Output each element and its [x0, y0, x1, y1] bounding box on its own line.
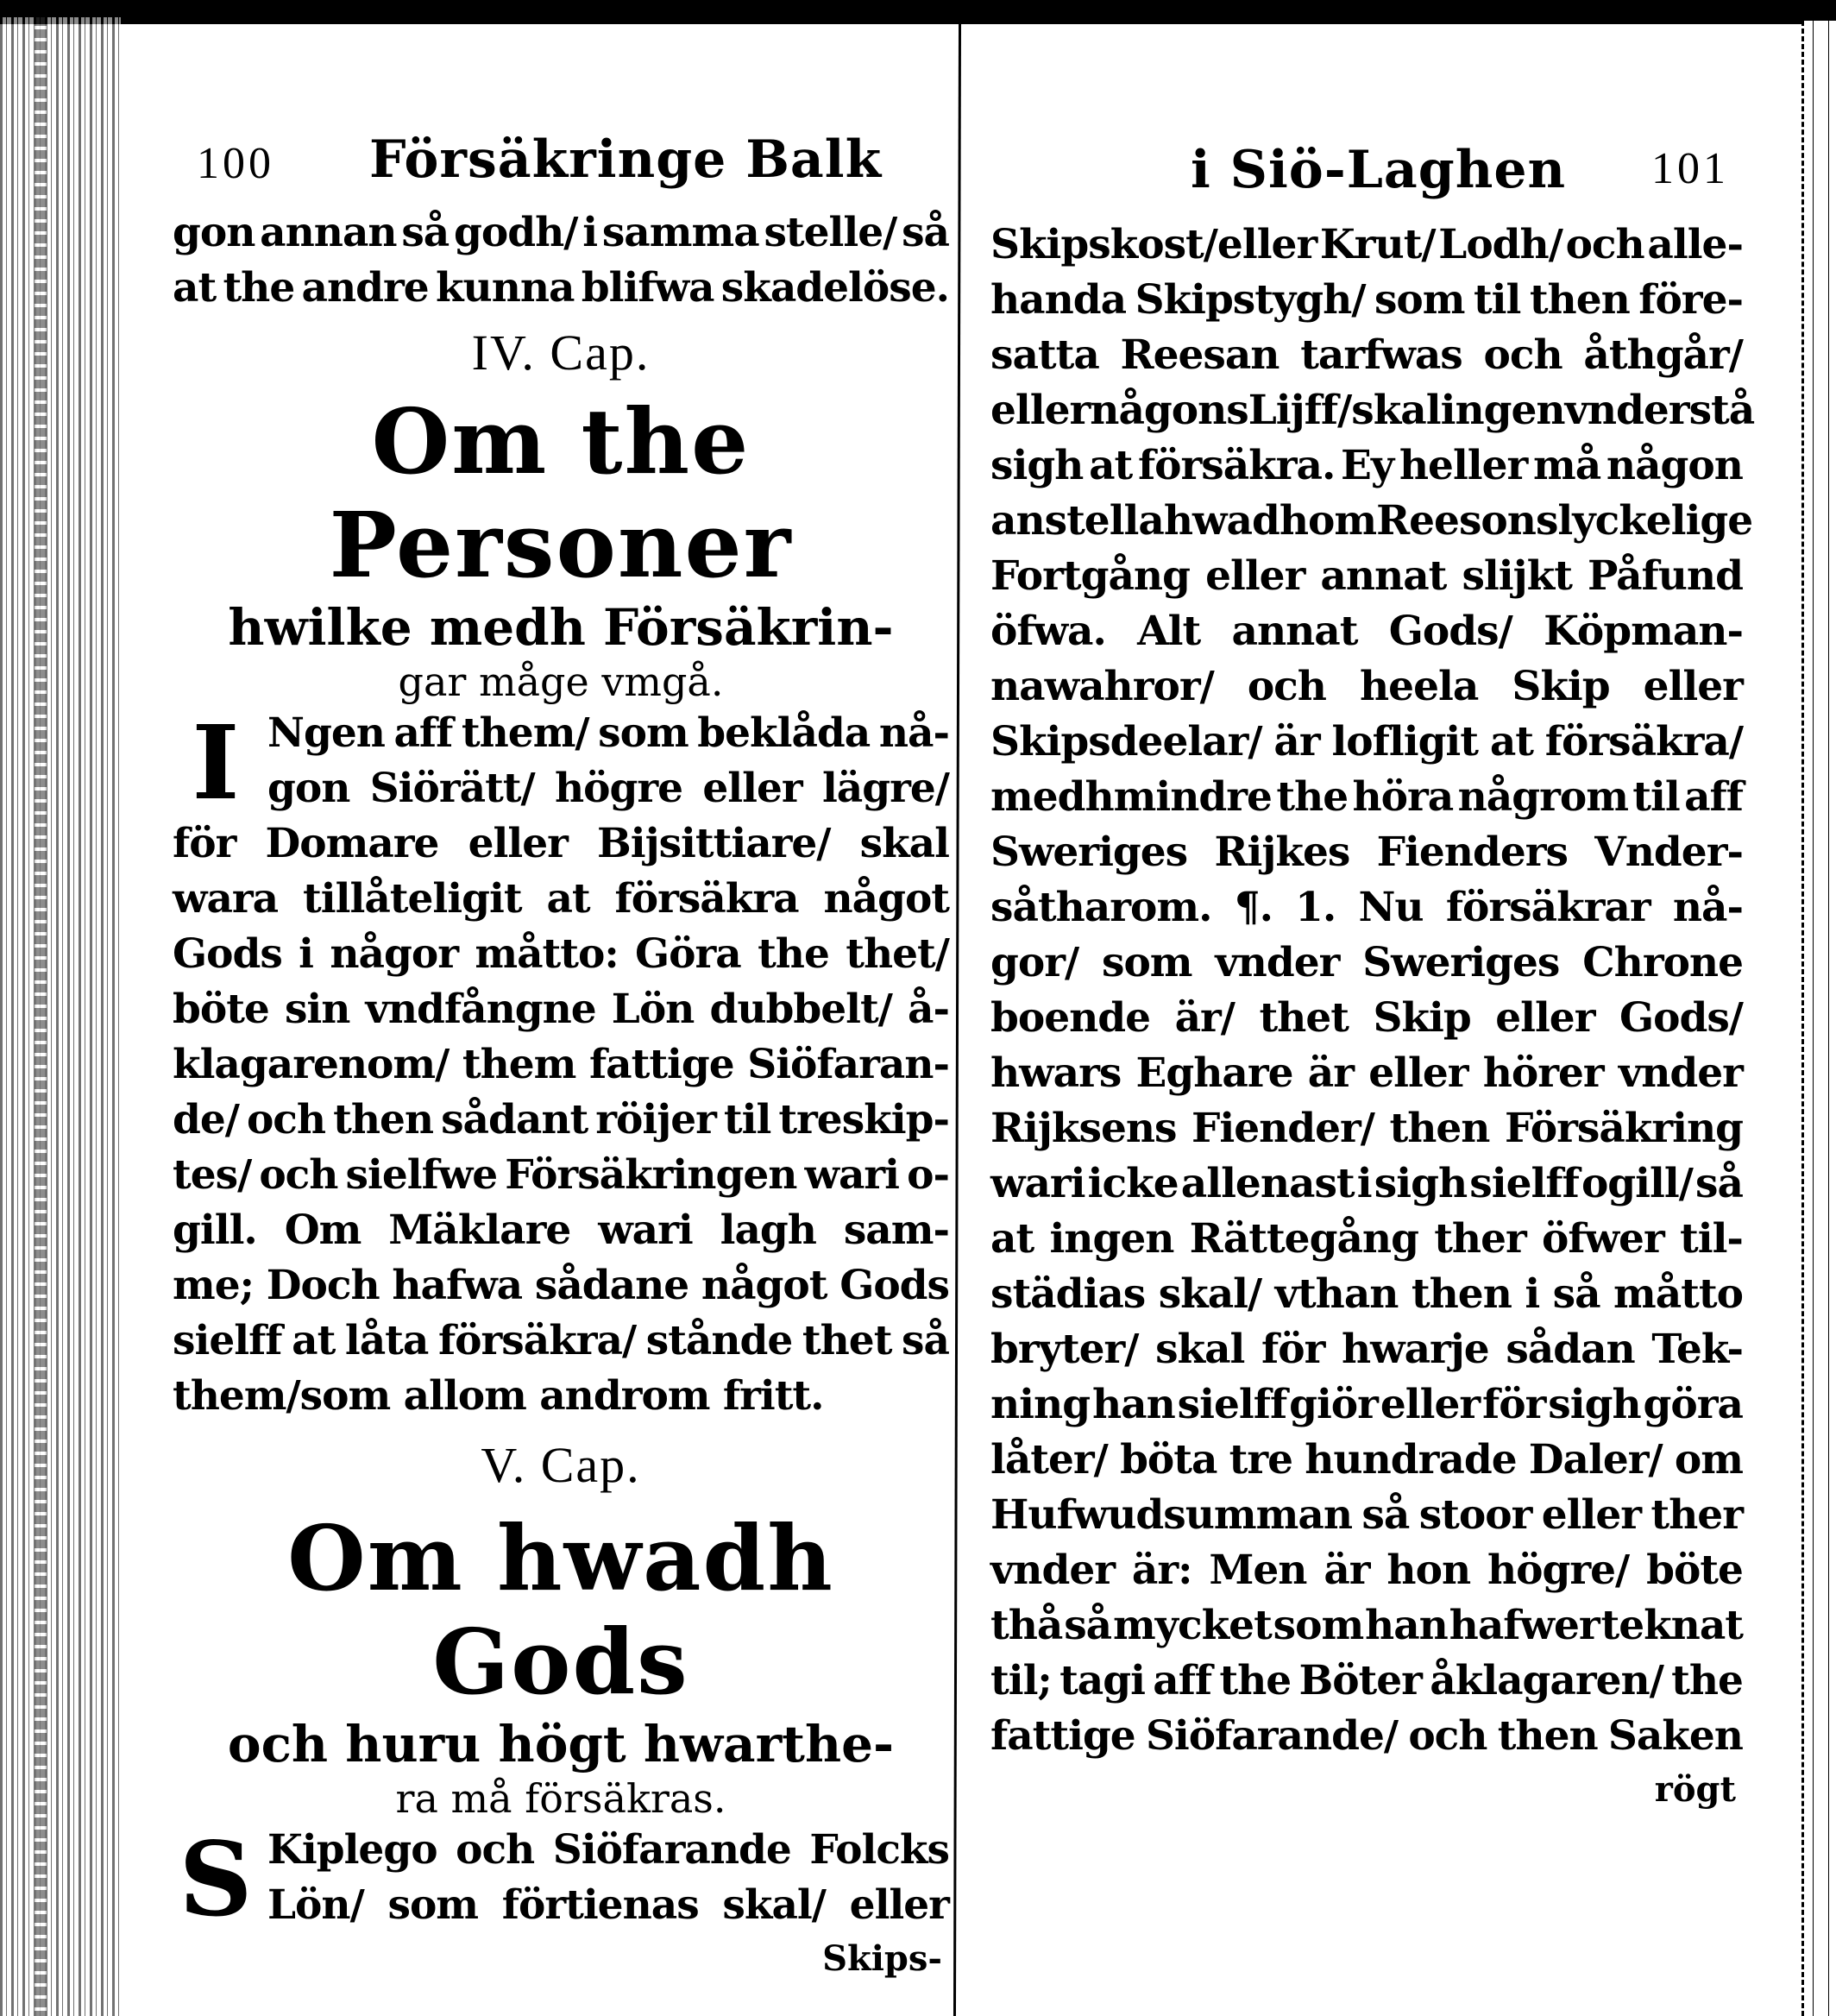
- chapter-title: Om hwadh Gods: [287, 1505, 834, 1715]
- chapter-subtitle: och huru högt hwarthe-: [227, 1715, 895, 1773]
- text-line: sielff at låta försäkra/ stånde thet så: [173, 1317, 949, 1364]
- right-page-text: [990, 217, 1755, 1816]
- text-line: Hufwudsumman så stoor eller ther: [990, 1491, 1743, 1539]
- drop-cap: I: [192, 702, 240, 822]
- text-line: at ingen Rättegång ther öfwer til-: [990, 1215, 1743, 1263]
- left-page-text: [173, 205, 949, 1985]
- book-gutter: [953, 24, 961, 2016]
- text-line: bryter/ skal för hwarje sådan Tek-: [990, 1326, 1743, 1373]
- text-line: nawahror/ och heela Skip eller: [990, 663, 1743, 710]
- text-line: fattige Siöfarande/ och then Saken: [990, 1712, 1743, 1760]
- text-line: såtharom. ¶. 1. Nu försäkrar nå-: [990, 884, 1743, 931]
- text-line: me; Doch hafwa sådane något Gods: [173, 1262, 949, 1309]
- text-line: gon Siörätt/ högre eller lägre/: [267, 765, 949, 812]
- catchword: Skips-: [822, 1938, 942, 1979]
- text-line: Gods i någor måtto: Göra the thet/: [173, 930, 949, 978]
- text-line: handa Skipstygh/ som til then före-: [990, 276, 1743, 324]
- text-line: anstella hwadh om Reesons lyckelige: [990, 497, 1753, 545]
- page-number: 100: [197, 139, 274, 188]
- text-line: städias skal/ vthan then i så måtto: [990, 1270, 1743, 1318]
- text-line: eller någons Lijff/skal ingen vnderstå: [990, 387, 1755, 434]
- text-line: Sweriges Rijkes Fienders Vnder-: [990, 828, 1743, 876]
- text-line: ning han sielff giör eller för sigh göra: [990, 1381, 1743, 1428]
- text-line: Skipskost/eller Krut/ Lodh/ och alle-: [990, 221, 1743, 268]
- text-line: wari icke allenast i sigh sielff ogill/ så: [990, 1160, 1743, 1207]
- text-line: til; tagi aff the Böter åklagaren/ the: [990, 1657, 1743, 1704]
- chapter-label: V. Cap.: [481, 1437, 641, 1493]
- text-line: Skipsdeelar/ är lofligit at försäkra/: [990, 718, 1743, 765]
- text-line: gill. Om Mäklare wari lagh sam-: [173, 1206, 949, 1254]
- running-head-left: [173, 129, 949, 198]
- text-line: at the andre kunna blifwa skadelöse.: [173, 264, 949, 312]
- text-line: Ngen aff them/ som beklåda nå-: [267, 709, 949, 757]
- text-line: vnder är: Men är hon högre/ böte: [990, 1547, 1743, 1594]
- running-head-title: i Siö-Laghen: [1191, 140, 1567, 200]
- text-line: Fortgång eller annat slijkt Påfund: [990, 552, 1743, 600]
- text-line: öfwa. Alt annat Gods/ Köpman-: [990, 608, 1743, 655]
- chapter-label: IV. Cap.: [471, 324, 651, 381]
- text-line: boende är/ thet Skip eller Gods/: [990, 994, 1743, 1042]
- chapter-title: Om the Personer: [329, 388, 793, 598]
- page-edges-left: [0, 17, 121, 2016]
- page-number: 101: [1651, 144, 1729, 193]
- chapter-v-paragraph: [173, 1819, 949, 1939]
- right-page: [990, 0, 1755, 2016]
- text-line: de/ och then sådant röijer til treskip-: [173, 1096, 949, 1143]
- text-line: medhmindre the höra någrom til aff: [990, 773, 1743, 821]
- catchword: rögt: [1654, 1769, 1736, 1810]
- drop-cap: S: [179, 1819, 253, 1939]
- chapter-iv-paragraph: [173, 702, 949, 1424]
- text-line: tes/ och sielfwe Försäkringen wari o-: [173, 1151, 949, 1199]
- text-line: sigh at försäkra. Ey heller må någon: [990, 442, 1743, 489]
- text-line: gor/ som vnder Sweriges Chrone: [990, 939, 1743, 986]
- text-line: gon annan så godh/ i samma stelle/ så: [173, 209, 949, 256]
- running-head-right: [990, 129, 1743, 198]
- chapter-subtitle: hwilke medh Försäkrin-: [228, 598, 894, 657]
- text-line: klagarenom/ them fattige Siöfaran-: [173, 1041, 949, 1088]
- text-line: thå så mycket som han hafwer teknat: [990, 1602, 1743, 1649]
- text-line: them/som allom androm fritt.: [173, 1372, 824, 1420]
- chapter-subtitle-cont: ra må försäkras.: [395, 1775, 726, 1822]
- text-line: för Domare eller Bijsittiare/ skal: [173, 820, 949, 867]
- text-line: wara tillåteligit at försäkra något: [173, 875, 949, 923]
- text-line: Kiplego och Siöfarande Folcks: [267, 1826, 949, 1874]
- left-page: [173, 0, 949, 2016]
- running-head-title: Försäkringe Balk: [369, 129, 883, 190]
- text-line: Lön/ som förtienas skal/ eller: [267, 1881, 949, 1929]
- text-line: böte sin vndfångne Lön dubbelt/ å-: [173, 986, 949, 1033]
- text-line: satta Reesan tarfwas och åthgår/: [990, 331, 1743, 379]
- text-line: hwars Eghare är eller hörer vnder: [990, 1049, 1743, 1097]
- text-line: Rijksens Fiender/ then Försäkring: [990, 1105, 1743, 1152]
- chapter-subtitle-cont: gar måge vmgå.: [398, 658, 724, 705]
- page-edges-right: [1801, 21, 1836, 2016]
- text-line: låter/ böta tre hundrade Daler/ om: [990, 1436, 1743, 1484]
